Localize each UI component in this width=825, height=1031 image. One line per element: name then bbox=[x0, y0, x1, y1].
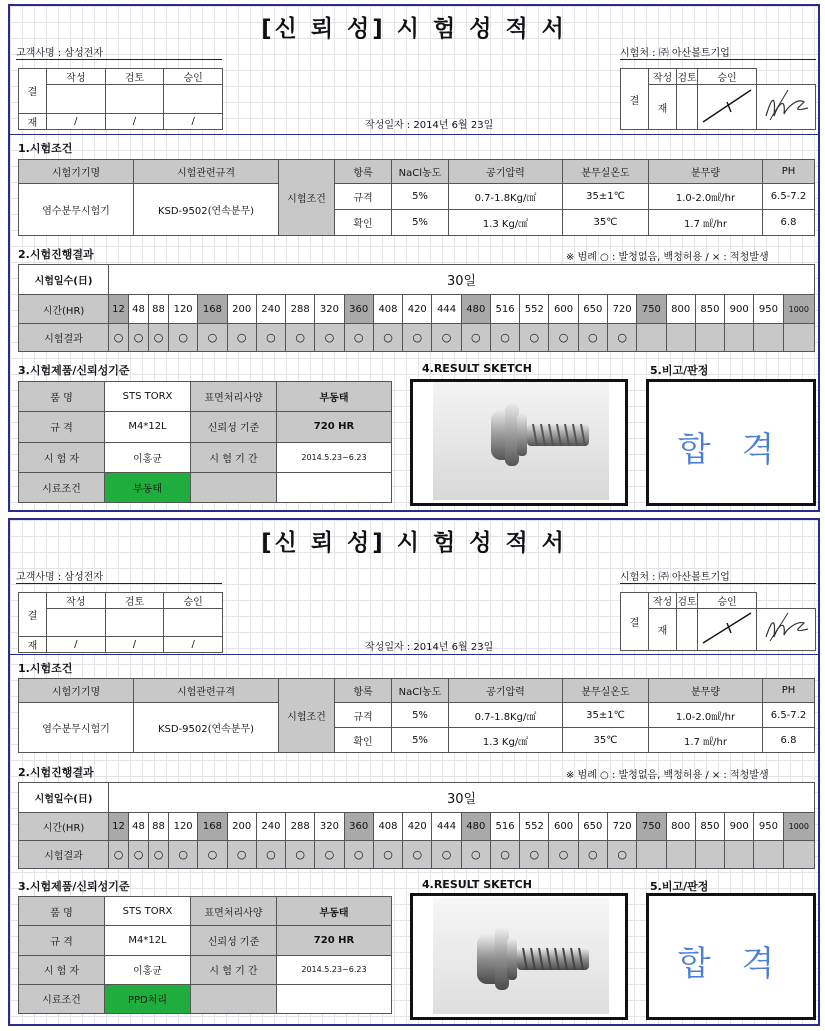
approval-header-approve: 승인 bbox=[164, 69, 223, 85]
hour-cell: 850 bbox=[695, 295, 724, 323]
result-cell: ○ bbox=[169, 323, 198, 351]
result-cell bbox=[725, 323, 754, 351]
device-name: 염수분무시험기 bbox=[19, 703, 134, 753]
spec-spray: 1.0-2.0㎖/hr bbox=[649, 703, 763, 728]
approval-side-top: 결 bbox=[621, 593, 649, 651]
hour-cell: 48 bbox=[129, 813, 149, 841]
section-4-title: 4.RESULT SKETCH bbox=[422, 878, 532, 891]
hour-cell: 552 bbox=[520, 813, 549, 841]
result-cell: ○ bbox=[198, 841, 227, 869]
tester-label: 시 험 자 bbox=[19, 442, 105, 472]
header-nacl: NaCl농도 bbox=[392, 679, 449, 703]
days-value: 30일 bbox=[109, 783, 815, 813]
report-title: [신 뢰 성] 시 험 성 적 서 bbox=[261, 530, 567, 556]
header-ph: PH bbox=[763, 160, 815, 184]
hour-cell: 200 bbox=[227, 813, 256, 841]
approval-side-top: 결 bbox=[19, 593, 47, 637]
surface-value: 부동태 bbox=[277, 897, 392, 926]
hour-cell: 480 bbox=[461, 813, 490, 841]
hour-cell: 750 bbox=[637, 295, 666, 323]
report-sheet-1 bbox=[8, 4, 820, 512]
criteria-label: 신뢰성 기준 bbox=[191, 412, 277, 442]
verdict-text: 합 격 bbox=[677, 944, 785, 984]
check-air: 1.3 Kg/㎠ bbox=[449, 728, 563, 753]
header-device: 시험기기명 bbox=[19, 160, 134, 184]
result-cell: ○ bbox=[315, 323, 344, 351]
hour-cell: 650 bbox=[578, 295, 607, 323]
verdict-text: 합 격 bbox=[677, 430, 785, 470]
section-divider bbox=[10, 654, 818, 655]
section-5-title: 5.비고/판정 bbox=[650, 880, 709, 893]
review-signature bbox=[698, 609, 757, 651]
report-sheet-2 bbox=[8, 518, 820, 1026]
hour-cell: 900 bbox=[725, 813, 754, 841]
section-divider bbox=[10, 134, 818, 135]
check-air: 1.3 Kg/㎠ bbox=[449, 210, 563, 236]
product-name: STS TORX bbox=[105, 897, 191, 926]
approval-date-slash: / bbox=[105, 113, 164, 129]
result-cell: ○ bbox=[461, 841, 490, 869]
result-cell: ○ bbox=[373, 841, 402, 869]
hour-cell: 1000 bbox=[783, 813, 814, 841]
criteria-value: 720 HR bbox=[277, 412, 392, 442]
header-temperature: 분무실온도 bbox=[563, 160, 649, 184]
result-cell: ○ bbox=[549, 841, 578, 869]
result-cell bbox=[637, 841, 666, 869]
result-label: 시험결과 bbox=[19, 323, 109, 351]
result-cell: ○ bbox=[403, 323, 432, 351]
verdict-box bbox=[646, 893, 816, 1020]
approval-date-slash: / bbox=[47, 113, 106, 129]
result-cell bbox=[754, 323, 783, 351]
standard-name: KSD-9502(연속분무) bbox=[134, 703, 279, 753]
standard-name: KSD-9502(연속분무) bbox=[134, 184, 279, 236]
customer-name: 고객사명 : 삼성전자 bbox=[16, 568, 222, 584]
result-cell: ○ bbox=[129, 323, 149, 351]
result-cell bbox=[666, 841, 695, 869]
surface-label: 표면처리사양 bbox=[191, 382, 277, 412]
sample-condition: 부동태 bbox=[105, 472, 191, 502]
tester-label: 시 험 자 bbox=[19, 955, 105, 984]
approval-box-left bbox=[18, 592, 223, 653]
review-signature bbox=[698, 85, 757, 130]
approval-side-top: 결 bbox=[621, 69, 649, 130]
hour-cell: 240 bbox=[256, 295, 285, 323]
days-label: 시험일수(日) bbox=[19, 265, 109, 295]
result-cell: ○ bbox=[373, 323, 402, 351]
hour-cell: 360 bbox=[344, 295, 373, 323]
result-cell: ○ bbox=[256, 841, 285, 869]
device-name: 염수분무시험기 bbox=[19, 184, 134, 236]
surface-label: 표면처리사양 bbox=[191, 897, 277, 926]
check-ph: 6.8 bbox=[763, 210, 815, 236]
result-cell: ○ bbox=[432, 841, 461, 869]
legend-text: ※ 범례 ○ : 발청없음, 백청허용 / × : 적청발생 bbox=[566, 252, 769, 263]
product-name-label: 품 명 bbox=[19, 382, 105, 412]
approval-header-write: 작성 bbox=[47, 69, 106, 85]
header-condition-group: 시험조건 bbox=[279, 679, 335, 753]
hour-cell: 120 bbox=[169, 295, 198, 323]
header-standard: 시험관련규격 bbox=[134, 160, 279, 184]
header-temperature: 분무실온도 bbox=[563, 679, 649, 703]
signature-mark-icon bbox=[699, 86, 755, 126]
criteria-value: 720 HR bbox=[277, 926, 392, 955]
product-spec-label: 규 격 bbox=[19, 926, 105, 955]
result-cell: ○ bbox=[607, 841, 636, 869]
hour-cell: 420 bbox=[403, 813, 432, 841]
header-condition-group: 시험조건 bbox=[279, 160, 335, 236]
result-cell: ○ bbox=[129, 841, 149, 869]
hour-cell: 1000 bbox=[783, 295, 814, 323]
spec-nacl: 5% bbox=[392, 184, 449, 210]
period-label: 시 험 기 간 bbox=[191, 442, 277, 472]
result-cell: ○ bbox=[490, 841, 519, 869]
test-progress-table bbox=[18, 782, 815, 869]
result-cell bbox=[754, 841, 783, 869]
header-item: 항록 bbox=[335, 679, 392, 703]
approval-side-bottom: 재 bbox=[649, 609, 677, 651]
hour-cell: 12 bbox=[109, 295, 129, 323]
result-sketch-box bbox=[410, 893, 628, 1020]
hour-cell: 950 bbox=[754, 813, 783, 841]
approval-header-review: 검토 bbox=[105, 593, 164, 609]
section-1-title: 1.시험조건 bbox=[18, 142, 73, 155]
approval-header-review: 검토 bbox=[677, 593, 698, 609]
hour-cell: 600 bbox=[549, 813, 578, 841]
report-title: [신 뢰 성] 시 험 성 적 서 bbox=[261, 16, 567, 42]
result-cell: ○ bbox=[169, 841, 198, 869]
hour-cell: 516 bbox=[490, 295, 519, 323]
hour-cell: 552 bbox=[520, 295, 549, 323]
hour-cell: 800 bbox=[666, 813, 695, 841]
check-nacl: 5% bbox=[392, 210, 449, 236]
sample-label: 시료조건 bbox=[19, 472, 105, 502]
hour-cell: 408 bbox=[373, 295, 402, 323]
hour-cell: 600 bbox=[549, 295, 578, 323]
approval-box-right bbox=[620, 68, 816, 130]
test-conditions-table bbox=[18, 159, 815, 236]
tester-name: 이홍균 bbox=[105, 955, 191, 984]
section-3-title: 3.시험제품/신뢰성기준 bbox=[18, 364, 130, 377]
product-spec-label: 규 격 bbox=[19, 412, 105, 442]
approval-date-slash: / bbox=[164, 113, 223, 129]
result-cell: ○ bbox=[227, 323, 256, 351]
spec-air: 0.7-1.8Kg/㎠ bbox=[449, 184, 563, 210]
product-spec: M4*12L bbox=[105, 412, 191, 442]
header-spray-amount: 분무량 bbox=[649, 160, 763, 184]
test-progress-table bbox=[18, 264, 815, 352]
header-air-pressure: 공기압력 bbox=[449, 679, 563, 703]
section-4-title: 4.RESULT SKETCH bbox=[422, 362, 532, 375]
check-row-label: 확인 bbox=[335, 210, 392, 236]
result-label: 시험결과 bbox=[19, 841, 109, 869]
result-cell: ○ bbox=[109, 323, 129, 351]
days-value: 30일 bbox=[109, 265, 815, 295]
hour-cell: 720 bbox=[607, 813, 636, 841]
check-ph: 6.8 bbox=[763, 728, 815, 753]
header-standard: 시험관련규격 bbox=[134, 679, 279, 703]
hour-cell: 320 bbox=[315, 295, 344, 323]
hour-cell: 88 bbox=[149, 295, 169, 323]
screw-photo-icon bbox=[433, 898, 609, 1014]
hour-cell: 360 bbox=[344, 813, 373, 841]
result-cell bbox=[783, 841, 814, 869]
approval-side-top: 결 bbox=[19, 69, 47, 114]
approval-side-bottom: 재 bbox=[19, 637, 47, 653]
hour-cell: 800 bbox=[666, 295, 695, 323]
hour-cell: 240 bbox=[256, 813, 285, 841]
hour-cell: 480 bbox=[461, 295, 490, 323]
criteria-label: 신뢰성 기준 bbox=[191, 926, 277, 955]
check-temp: 35℃ bbox=[563, 728, 649, 753]
header-item: 항록 bbox=[335, 160, 392, 184]
hour-cell: 168 bbox=[198, 295, 227, 323]
hour-cell: 408 bbox=[373, 813, 402, 841]
approval-header-approve: 승인 bbox=[698, 593, 757, 609]
period-value: 2014.5.23~6.23 bbox=[277, 442, 392, 472]
result-cell: ○ bbox=[315, 841, 344, 869]
check-nacl: 5% bbox=[392, 728, 449, 753]
result-cell: ○ bbox=[344, 841, 373, 869]
hour-cell: 444 bbox=[432, 295, 461, 323]
hour-cell: 200 bbox=[227, 295, 256, 323]
approval-date-slash: / bbox=[47, 637, 106, 653]
section-2-title: 2.시험진행결과 bbox=[18, 766, 94, 779]
product-name-label: 품 명 bbox=[19, 897, 105, 926]
check-spray: 1.7 ㎖/hr bbox=[649, 728, 763, 753]
days-label: 시험일수(日) bbox=[19, 783, 109, 813]
result-sketch-box bbox=[410, 379, 628, 506]
section-5-title: 5.비고/판정 bbox=[650, 364, 709, 377]
hour-cell: 950 bbox=[754, 295, 783, 323]
result-cell: ○ bbox=[490, 323, 519, 351]
spec-row-label: 규격 bbox=[335, 703, 392, 728]
check-spray: 1.7 ㎖/hr bbox=[649, 210, 763, 236]
section-1-title: 1.시험조건 bbox=[18, 662, 73, 675]
approval-header-review: 검토 bbox=[677, 69, 698, 85]
result-cell: ○ bbox=[198, 323, 227, 351]
check-temp: 35℃ bbox=[563, 210, 649, 236]
result-cell: ○ bbox=[520, 841, 549, 869]
customer-name: 고객사명 : 삼성전자 bbox=[16, 44, 222, 60]
period-value: 2014.5.23~6.23 bbox=[277, 955, 392, 984]
handwritten-signature-icon bbox=[758, 86, 814, 126]
spec-temp: 35±1℃ bbox=[563, 184, 649, 210]
spec-ph: 6.5-7.2 bbox=[763, 703, 815, 728]
header-device: 시험기기명 bbox=[19, 679, 134, 703]
product-name: STS TORX bbox=[105, 382, 191, 412]
header-air-pressure: 공기압력 bbox=[449, 160, 563, 184]
result-cell: ○ bbox=[403, 841, 432, 869]
spec-nacl: 5% bbox=[392, 703, 449, 728]
result-cell: ○ bbox=[520, 323, 549, 351]
result-cell: ○ bbox=[578, 841, 607, 869]
surface-value: 부동태 bbox=[277, 382, 392, 412]
approval-header-write: 작성 bbox=[649, 593, 677, 609]
section-2-title: 2.시험진행결과 bbox=[18, 248, 94, 261]
approval-box-right bbox=[620, 592, 816, 651]
hour-cell: 88 bbox=[149, 813, 169, 841]
approval-date-slash: / bbox=[105, 637, 164, 653]
result-cell: ○ bbox=[607, 323, 636, 351]
hour-cell: 48 bbox=[129, 295, 149, 323]
hour-cell: 900 bbox=[725, 295, 754, 323]
approval-date-slash: / bbox=[164, 637, 223, 653]
tester-name: 이홍균 bbox=[105, 442, 191, 472]
product-spec: M4*12L bbox=[105, 926, 191, 955]
hour-cell: 516 bbox=[490, 813, 519, 841]
hour-cell: 720 bbox=[607, 295, 636, 323]
test-organization: 시험처 : ㈜ 아산볼트기업 bbox=[620, 44, 816, 60]
result-cell bbox=[695, 323, 724, 351]
result-cell: ○ bbox=[227, 841, 256, 869]
result-cell bbox=[725, 841, 754, 869]
result-cell: ○ bbox=[286, 323, 315, 351]
result-cell: ○ bbox=[149, 841, 169, 869]
spec-ph: 6.5-7.2 bbox=[763, 184, 815, 210]
result-cell: ○ bbox=[109, 841, 129, 869]
spec-temp: 35±1℃ bbox=[563, 703, 649, 728]
approval-header-write: 작성 bbox=[649, 69, 677, 85]
hour-cell: 650 bbox=[578, 813, 607, 841]
approval-header-review: 검토 bbox=[105, 69, 164, 85]
hour-cell: 120 bbox=[169, 813, 198, 841]
report-date: 작성일자 : 2014년 6월 23일 bbox=[365, 120, 494, 131]
approval-side-bottom: 재 bbox=[649, 85, 677, 130]
approval-header-approve: 승인 bbox=[164, 593, 223, 609]
verdict-box bbox=[646, 379, 816, 506]
hour-cell: 168 bbox=[198, 813, 227, 841]
result-cell: ○ bbox=[286, 841, 315, 869]
result-cell bbox=[695, 841, 724, 869]
result-cell bbox=[666, 323, 695, 351]
result-cell: ○ bbox=[432, 323, 461, 351]
header-ph: PH bbox=[763, 679, 815, 703]
approve-signature bbox=[757, 609, 816, 651]
result-cell: ○ bbox=[461, 323, 490, 351]
result-cell: ○ bbox=[549, 323, 578, 351]
hour-cell: 12 bbox=[109, 813, 129, 841]
hour-cell: 288 bbox=[286, 813, 315, 841]
handwritten-signature-icon bbox=[758, 609, 814, 647]
sample-label: 시료조건 bbox=[19, 984, 105, 1013]
sample-condition: PPD처리 bbox=[105, 984, 191, 1013]
spec-air: 0.7-1.8Kg/㎠ bbox=[449, 703, 563, 728]
screw-photo-icon bbox=[433, 382, 609, 500]
spec-spray: 1.0-2.0㎖/hr bbox=[649, 184, 763, 210]
result-cell: ○ bbox=[578, 323, 607, 351]
hour-cell: 850 bbox=[695, 813, 724, 841]
approval-box-left bbox=[18, 68, 223, 130]
result-cell: ○ bbox=[344, 323, 373, 351]
approval-side-bottom: 재 bbox=[19, 113, 47, 129]
hour-cell: 444 bbox=[432, 813, 461, 841]
spec-row-label: 규격 bbox=[335, 184, 392, 210]
product-table bbox=[18, 896, 392, 1014]
result-cell bbox=[783, 323, 814, 351]
section-3-title: 3.시험제품/신뢰성기준 bbox=[18, 880, 130, 893]
approval-header-approve: 승인 bbox=[698, 69, 757, 85]
approve-signature bbox=[757, 85, 816, 130]
header-spray-amount: 분무량 bbox=[649, 679, 763, 703]
hour-cell: 750 bbox=[637, 813, 666, 841]
signature-mark-icon bbox=[699, 609, 755, 647]
approval-header-write: 작성 bbox=[47, 593, 106, 609]
report-date: 작성일자 : 2014년 6월 23일 bbox=[365, 642, 494, 653]
hour-cell: 288 bbox=[286, 295, 315, 323]
result-cell: ○ bbox=[149, 323, 169, 351]
hours-label: 시간(HR) bbox=[19, 295, 109, 323]
period-label: 시 험 기 간 bbox=[191, 955, 277, 984]
hour-cell: 420 bbox=[403, 295, 432, 323]
product-table bbox=[18, 381, 392, 503]
test-conditions-table bbox=[18, 678, 815, 753]
hour-cell: 320 bbox=[315, 813, 344, 841]
hours-label: 시간(HR) bbox=[19, 813, 109, 841]
legend-text: ※ 범례 ○ : 발청없음, 백청허용 / × : 적청발생 bbox=[566, 770, 769, 781]
check-row-label: 확인 bbox=[335, 728, 392, 753]
result-cell: ○ bbox=[256, 323, 285, 351]
test-organization: 시험처 : ㈜ 아산볼트기업 bbox=[620, 568, 816, 584]
result-cell bbox=[637, 323, 666, 351]
header-nacl: NaCl농도 bbox=[392, 160, 449, 184]
